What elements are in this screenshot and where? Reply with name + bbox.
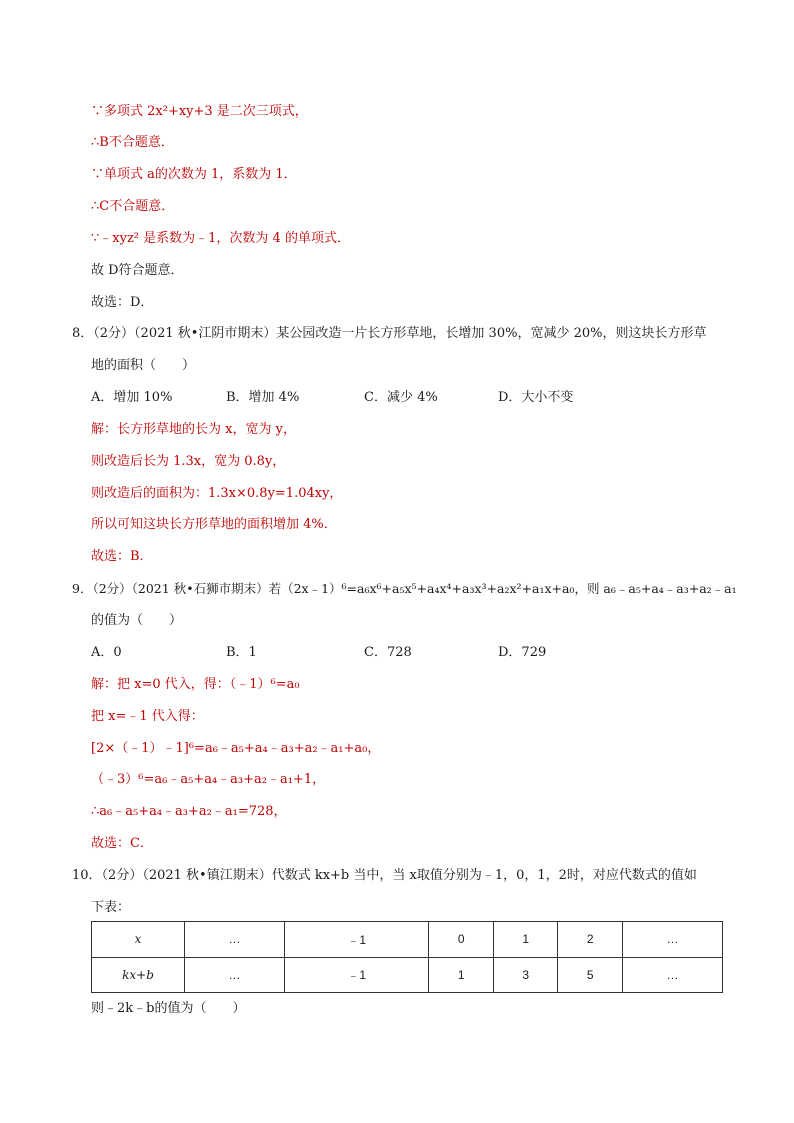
option-c: C．728 xyxy=(364,645,412,660)
solution-line: （﹣3）⁶=a₆﹣a₅+a₄﹣a₃+a₂﹣a₁+1， xyxy=(91,772,326,787)
answer-line: 故选：D． xyxy=(91,295,154,310)
solution-line: 所以可知这块长方形草地的面积增加 4%． xyxy=(91,517,337,532)
table-cell: … xyxy=(623,922,723,958)
table-cell: 3 xyxy=(493,957,558,993)
option-a: A．0 xyxy=(91,645,122,660)
solution-line: 则改造后的面积为：1.3x×0.8y=1.04xy， xyxy=(91,486,343,501)
table-cell: 0 xyxy=(429,922,494,958)
question-10-prompt: 则﹣2k﹣b的值为（ ） xyxy=(91,1001,246,1016)
solution-line: ∵﹣xyz² 是系数为﹣1，次数为 4 的单项式． xyxy=(91,231,350,246)
table-cell: … xyxy=(185,922,285,958)
question-8-stem: 8．（2分）（2021 秋•江阴市期末）某公园改造一片长方形草地，长增加 30%，宽减少 20%，则这块长方形草 xyxy=(72,326,707,341)
solution-line: 解：长方形草地的长为 x，宽为 y， xyxy=(91,422,296,437)
question-8-stem-cont: 地的面积（ ） xyxy=(91,358,196,373)
table-row xyxy=(92,957,723,993)
table-cell: 5 xyxy=(558,957,623,993)
table-cell: 1 xyxy=(429,957,494,993)
question-10-stem-cont: 下表： xyxy=(91,900,131,915)
table-cell: x xyxy=(92,922,185,958)
question-9-stem-cont: 的值为（ ） xyxy=(91,613,183,628)
solution-line: ∴B不合题意． xyxy=(91,135,174,150)
value-table xyxy=(91,921,723,993)
table-row xyxy=(92,922,723,958)
table-cell: … xyxy=(623,957,723,993)
solution-line: [2×（﹣1）﹣1]⁶=a₆﹣a₅+a₄﹣a₃+a₂﹣a₁+a₀， xyxy=(91,741,381,756)
solution-line: 则改造后长为 1.3x，宽为 0.8y， xyxy=(91,454,286,469)
solution-line: ∴C不合题意． xyxy=(91,199,175,214)
table-cell: ﹣1 xyxy=(284,957,428,993)
option-b: B．增加 4% xyxy=(226,390,300,405)
solution-line: ∵多项式 2x²+xy+3 是二次三项式， xyxy=(91,104,308,119)
question-10-stem: 10．（2分）（2021 秋•镇江期末）代数式 kx+b 当中，当 x取值分别为﹣1，0，1，2时，对应代数式的值如 xyxy=(72,868,697,883)
option-a: A．增加 10% xyxy=(91,390,173,405)
option-d: D．729 xyxy=(498,645,547,660)
table-cell: … xyxy=(185,957,285,993)
option-d: D．大小不变 xyxy=(498,390,574,405)
answer-line: 故选：B． xyxy=(91,549,153,564)
question-9-stem: 9．（2分）（2021 秋•石狮市期末）若（2x﹣1）⁶=a₆x⁶+a₅x⁵+a₄x⁴+a₃x³+a₂x²+a₁x+a₀，则 a₆﹣a₅+a₄﹣a₃+a₂﹣a₁ xyxy=(72,581,737,596)
option-b: B．1 xyxy=(226,645,257,660)
solution-line: ∵单项式 a的次数为 1，系数为 1． xyxy=(91,167,297,182)
solution-line: 故 D符合题意． xyxy=(91,263,184,278)
table-cell: 2 xyxy=(558,922,623,958)
option-c: C．减少 4% xyxy=(364,390,438,405)
table-cell: ﹣1 xyxy=(284,922,428,958)
solution-line: 把 x=﹣1 代入得： xyxy=(91,709,204,724)
table-cell: 1 xyxy=(493,922,558,958)
solution-line: 解：把 x=0 代入，得：（﹣1）⁶=a₀ xyxy=(91,677,300,692)
table-cell: kx+b xyxy=(92,957,185,993)
answer-line: 故选：C． xyxy=(91,836,153,851)
solution-line: ∴a₆﹣a₅+a₄﹣a₃+a₂﹣a₁=728， xyxy=(91,804,287,819)
